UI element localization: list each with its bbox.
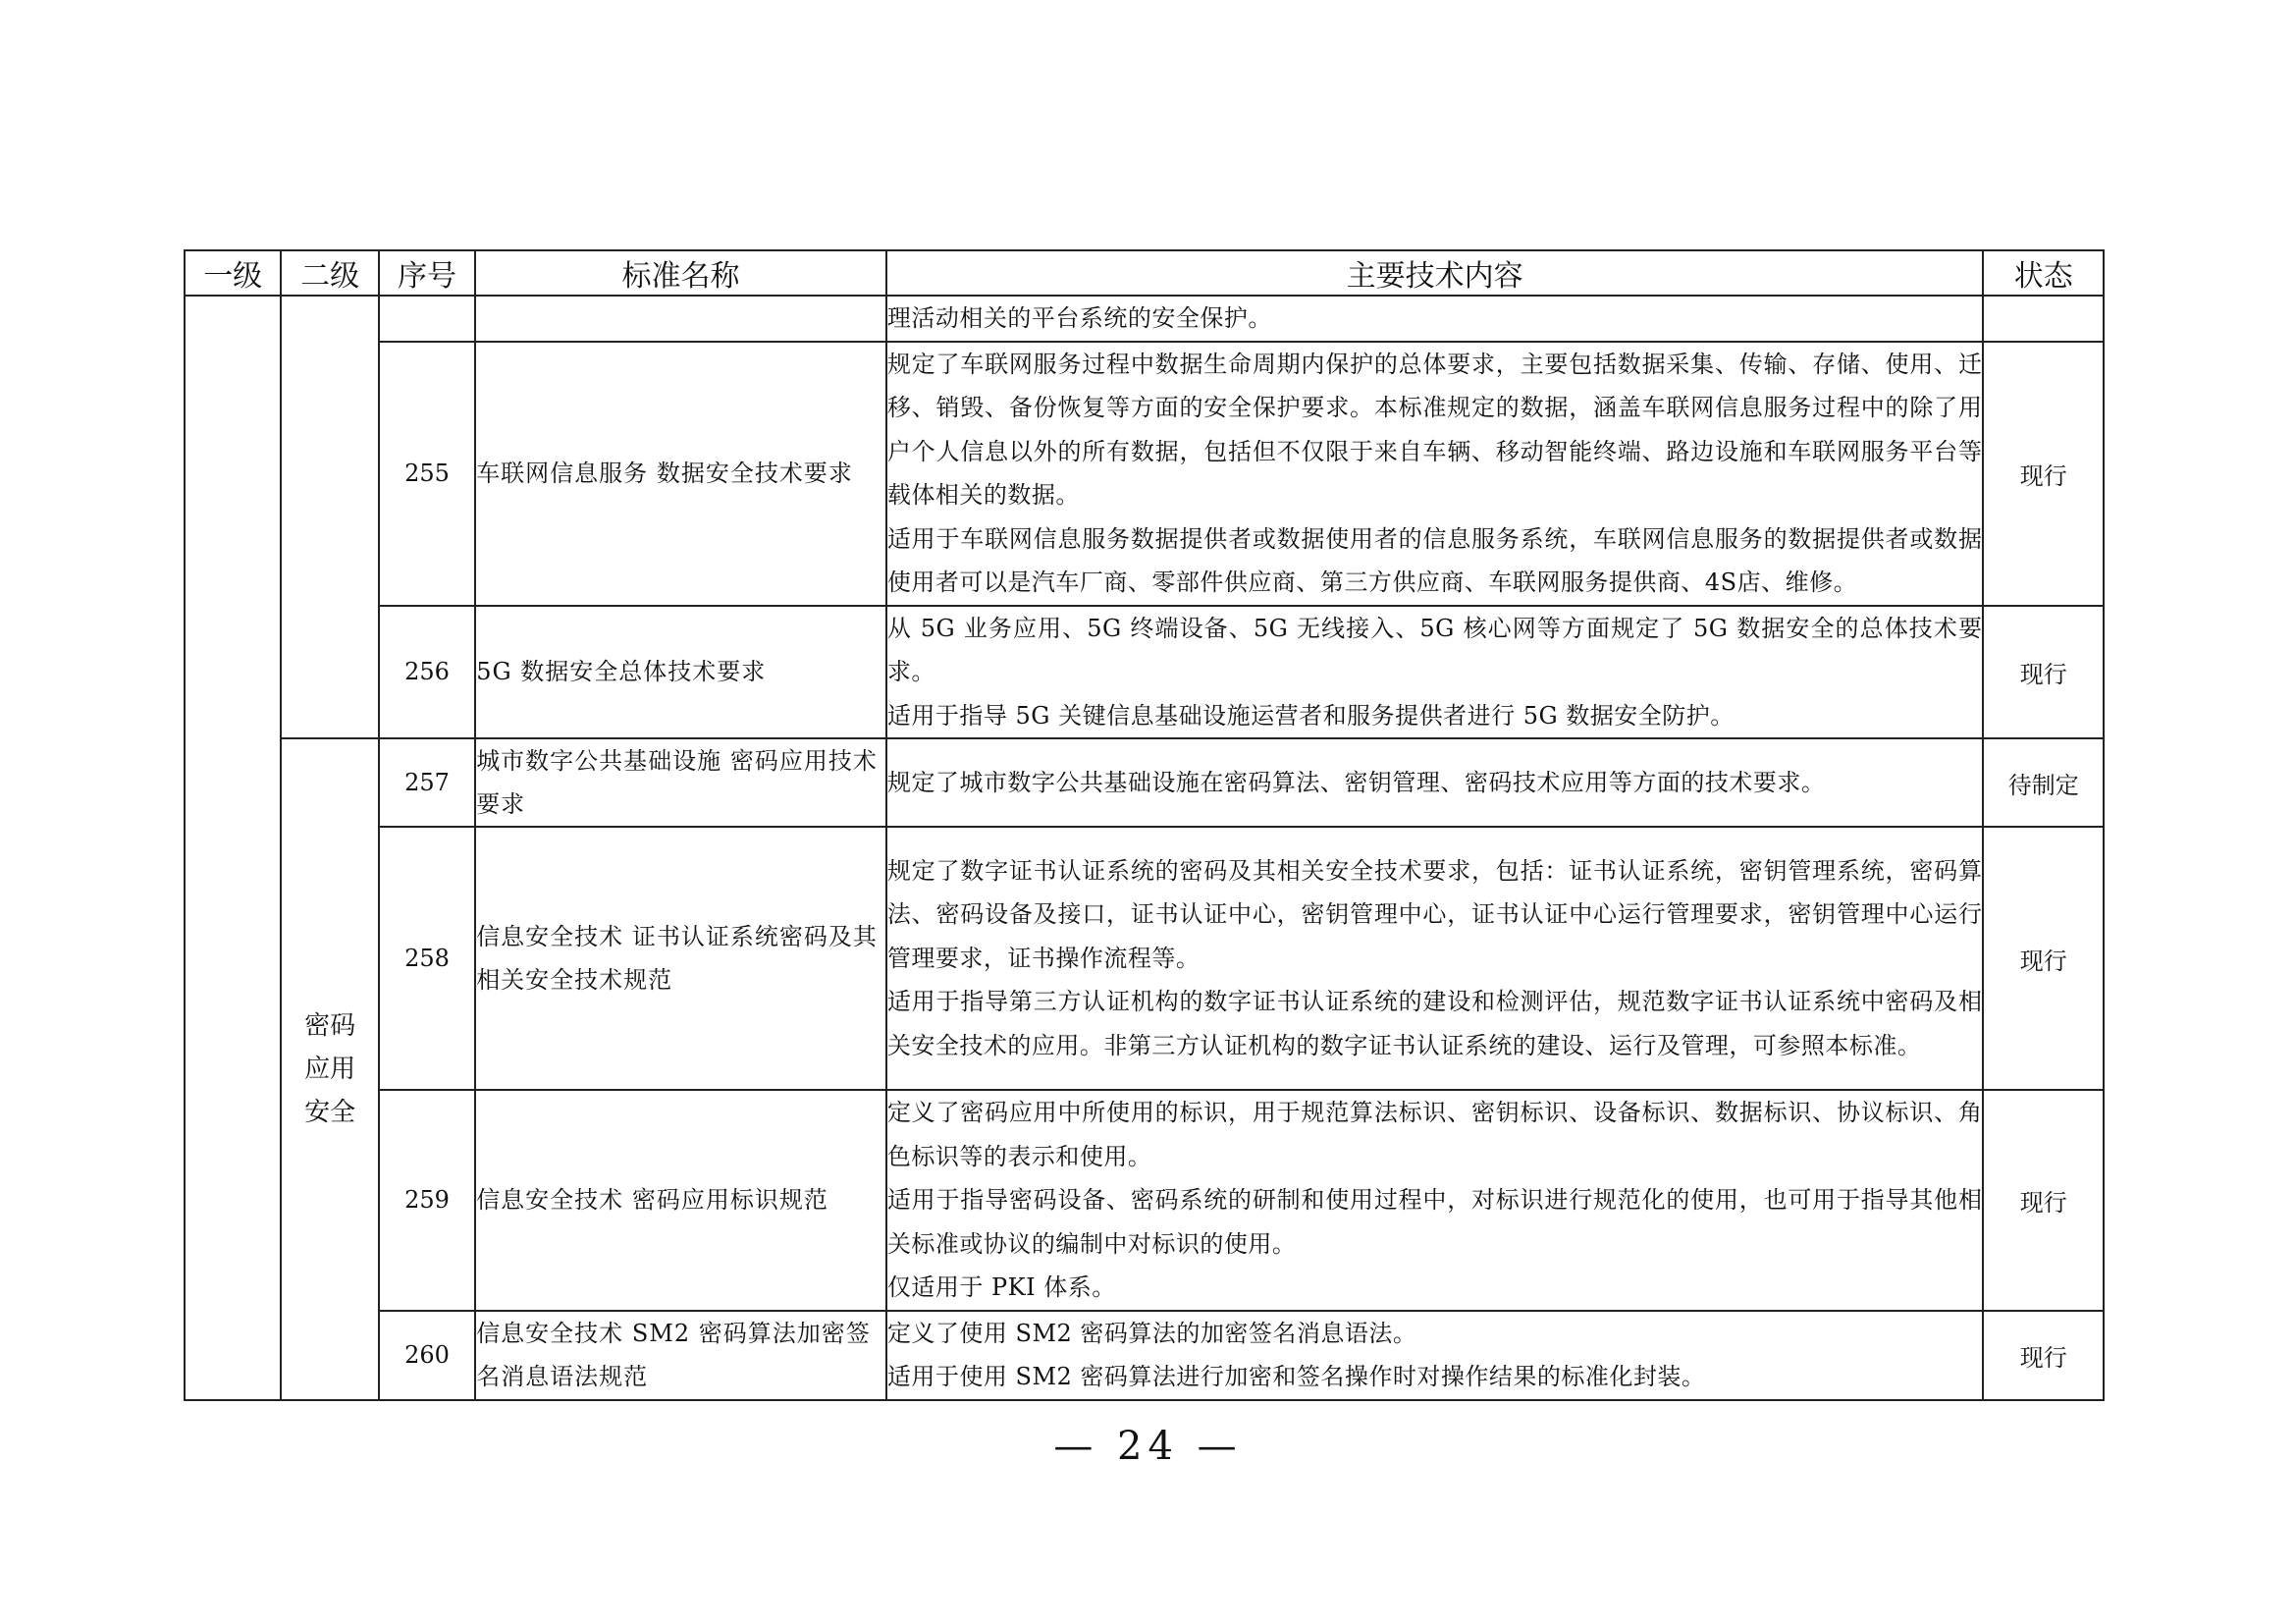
header-level1: 一级 (185, 250, 281, 296)
level2-label-line: 安全 (304, 1097, 356, 1127)
content-paragraph: 理活动相关的平台系统的安全保护。 (886, 304, 1272, 332)
standards-table (184, 249, 2105, 1401)
table-row (185, 827, 2104, 1090)
page-number: — 24 — (1053, 1424, 1243, 1469)
status-cell: 现行 (1983, 342, 2104, 606)
table-row (185, 606, 2104, 739)
seq-cell (379, 296, 475, 342)
content-cell (886, 1090, 1984, 1311)
status-cell: 待制定 (1983, 738, 2104, 827)
status-cell: 现行 (1983, 1090, 2104, 1311)
table-row (185, 738, 2104, 827)
header-main-content: 主要技术内容 (886, 250, 1984, 296)
standard-name-cell: 信息安全技术 密码应用标识规范 (475, 1090, 886, 1311)
content-paragraph: 定义了使用 SM2 密码算法的加密签名消息语法。 (886, 1319, 1417, 1347)
content-paragraph: 仅适用于 PKI 体系。 (886, 1273, 1116, 1301)
standard-name-cell: 信息安全技术 SM2 密码算法加密签名消息语法规范 (475, 1311, 886, 1400)
content-paragraph: 规定了车联网服务过程中数据生命周期内保护的总体要求，主要包括数据采集、传输、存储、使用、迁移、销毁、备份恢复等方面的安全保护要求。本标准规定的数据，涵盖车联网信息服务过程中的除了用户个人信息以外的所有数据，包括但不仅限于来自车辆、移动智能终端、路边设施和车联网服务平台等载体相关的数据。 (886, 350, 1983, 509)
status-cell (1983, 296, 2104, 342)
content-cell (886, 606, 1984, 739)
content-paragraph: 适用于指导密码设备、密码系统的研制和使用过程中，对标识进行规范化的使用，也可用于指导其他相关标准或协议的编制中对标识的使用。 (886, 1186, 1983, 1258)
level2-cell-crypto (281, 738, 378, 1400)
seq-cell: 257 (379, 738, 475, 827)
header-level2: 二级 (281, 250, 378, 296)
status-cell: 现行 (1983, 606, 2104, 739)
content-paragraph: 适用于指导 5G 关键信息基础设施运营者和服务提供者进行 5G 数据安全防护。 (886, 701, 1735, 730)
status-cell: 现行 (1983, 827, 2104, 1090)
content-paragraph: 规定了数字证书认证系统的密码及其相关安全技术要求，包括：证书认证系统，密钥管理系统，密码算法、密码设备及接口，证书认证中心，密钥管理中心，证书认证中心运行管理要求，密钥管理中心运行管理要求，证书操作流程等。 (886, 856, 1983, 972)
status-cell: 现行 (1983, 1311, 2104, 1400)
content-paragraph: 适用于指导第三方认证机构的数字证书认证系统的建设和检测评估，规范数字证书认证系统中密码及相关安全技术的应用。非第三方认证机构的数字证书认证系统的建设、运行及管理，可参照本标准。 (886, 988, 1983, 1059)
content-paragraph: 规定了城市数字公共基础设施在密码算法、密钥管理、密码技术应用等方面的技术要求。 (886, 768, 1826, 796)
table-header-row (185, 250, 2104, 296)
header-status: 状态 (1983, 250, 2104, 296)
table-row (185, 1311, 2104, 1400)
standard-name-cell: 5G 数据安全总体技术要求 (475, 606, 886, 739)
seq-cell: 258 (379, 827, 475, 1090)
content-cell (886, 738, 1984, 827)
seq-cell: 255 (379, 342, 475, 606)
table-row (185, 296, 2104, 342)
content-paragraph: 从 5G 业务应用、5G 终端设备、5G 无线接入、5G 核心网等方面规定了 5G 数据安全的总体技术要求。 (886, 614, 1983, 685)
header-standard-name: 标准名称 (475, 250, 886, 296)
content-paragraph: 适用于车联网信息服务数据提供者或数据使用者的信息服务系统，车联网信息服务的数据提供者或数据使用者可以是汽车厂商、零部件供应商、第三方供应商、车联网服务提供商、4S店、维修。 (886, 524, 1983, 596)
seq-cell: 260 (379, 1311, 475, 1400)
seq-cell: 256 (379, 606, 475, 739)
content-cell (886, 342, 1984, 606)
standard-name-cell: 信息安全技术 证书认证系统密码及其相关安全技术规范 (475, 827, 886, 1090)
standard-name-cell: 城市数字公共基础设施 密码应用技术要求 (475, 738, 886, 827)
table-row (185, 1090, 2104, 1311)
level2-cell-prev (281, 296, 378, 738)
header-seq: 序号 (379, 250, 475, 296)
level2-label-line: 密码 (304, 1010, 356, 1041)
level1-cell (185, 296, 281, 1400)
content-cell (886, 296, 1984, 342)
seq-cell: 259 (379, 1090, 475, 1311)
standard-name-cell: 车联网信息服务 数据安全技术要求 (475, 342, 886, 606)
content-cell (886, 827, 1984, 1090)
content-cell (886, 1311, 1984, 1400)
content-paragraph: 定义了密码应用中所使用的标识，用于规范算法标识、密钥标识、设备标识、数据标识、协议标识、角色标识等的表示和使用。 (886, 1099, 1983, 1170)
standard-name-cell (475, 296, 886, 342)
content-paragraph: 适用于使用 SM2 密码算法进行加密和签名操作时对操作结果的标准化封装。 (886, 1363, 1706, 1390)
level2-label-line: 应用 (304, 1054, 356, 1084)
table-row (185, 342, 2104, 606)
